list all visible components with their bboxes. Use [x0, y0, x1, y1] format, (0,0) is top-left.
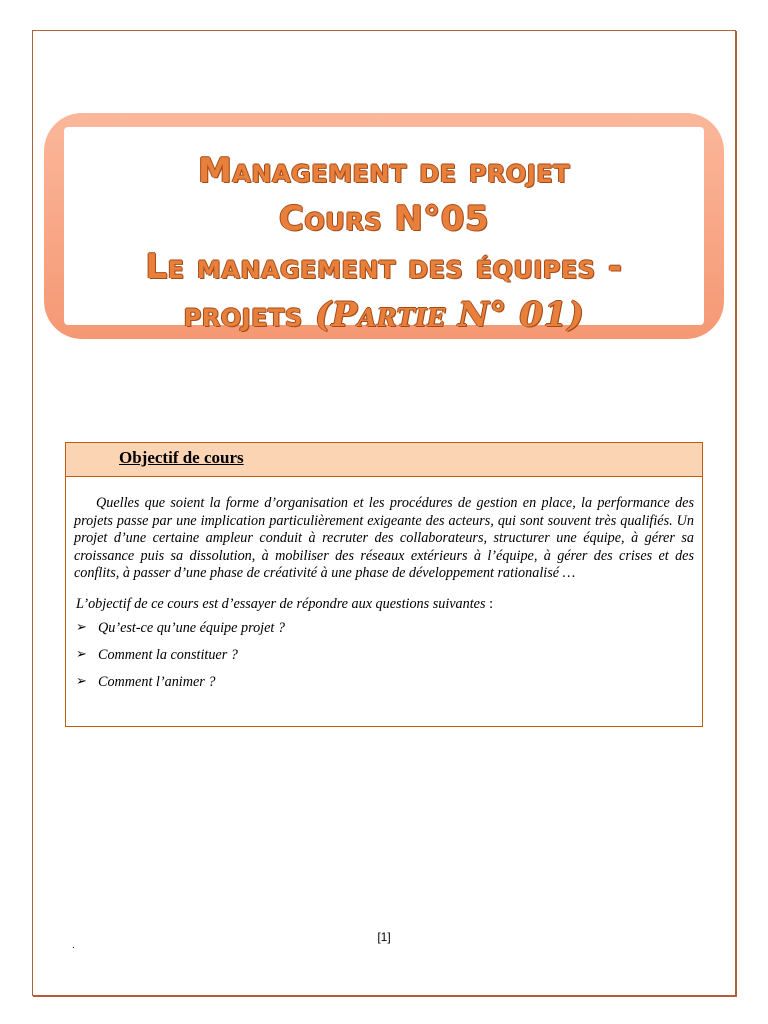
objective-header [66, 443, 702, 477]
title-line-course: Management de projet [197, 151, 571, 191]
title-line-part-main: projets [183, 295, 315, 335]
title-line-part [64, 291, 704, 339]
question-text: Comment l’animer ? [98, 673, 216, 690]
list-item [76, 619, 694, 637]
footer-dot: . [72, 940, 75, 951]
objective-heading: Objectif de cours [119, 448, 244, 467]
question-text: Qu’est-ce qu’une équipe projet ? [98, 619, 286, 636]
question-text: Comment la constituer ? [98, 646, 238, 663]
objective-intro-colon: : [485, 595, 494, 612]
page-number: [1] [377, 930, 391, 944]
title-inner [64, 127, 704, 335]
objective-intro [76, 595, 694, 613]
arrow-bullet-icon: ➢ [76, 646, 87, 662]
objective-box [65, 442, 703, 727]
title-line-part-italic: (Partie N° 01) [314, 295, 585, 335]
list-item [76, 646, 694, 664]
questions-list [76, 619, 694, 691]
title-banner [44, 113, 724, 339]
objective-intro-text: L’objectif de ce cours est d’essayer de répondre aux questions suivantes [76, 595, 486, 612]
arrow-bullet-icon: ➢ [76, 673, 87, 689]
list-item [76, 673, 694, 691]
arrow-bullet-icon: ➢ [76, 619, 87, 635]
objective-paragraph: Quelles que soient la forme d’organisation et les procédures de gestion en place, la performance des projets passe par une implication particulièrement exigeante des acteurs, qui sont souvent très qualifiés. Un projet d’une certaine ampleur conduit à recruter des collaborateurs, structurer une équipe, à gérer sa croissance puis sa dissolution, à mobiliser des réseaux extérieurs à l’équipe, à gérer des crises et des conflits, à passer d’une phase de créativité à une phase de développement rationalisé … [74, 495, 694, 581]
title-line-topic: Le management des équipes - [145, 247, 623, 287]
objective-body [66, 477, 702, 691]
title-line-number: Cours N°05 [278, 199, 490, 239]
